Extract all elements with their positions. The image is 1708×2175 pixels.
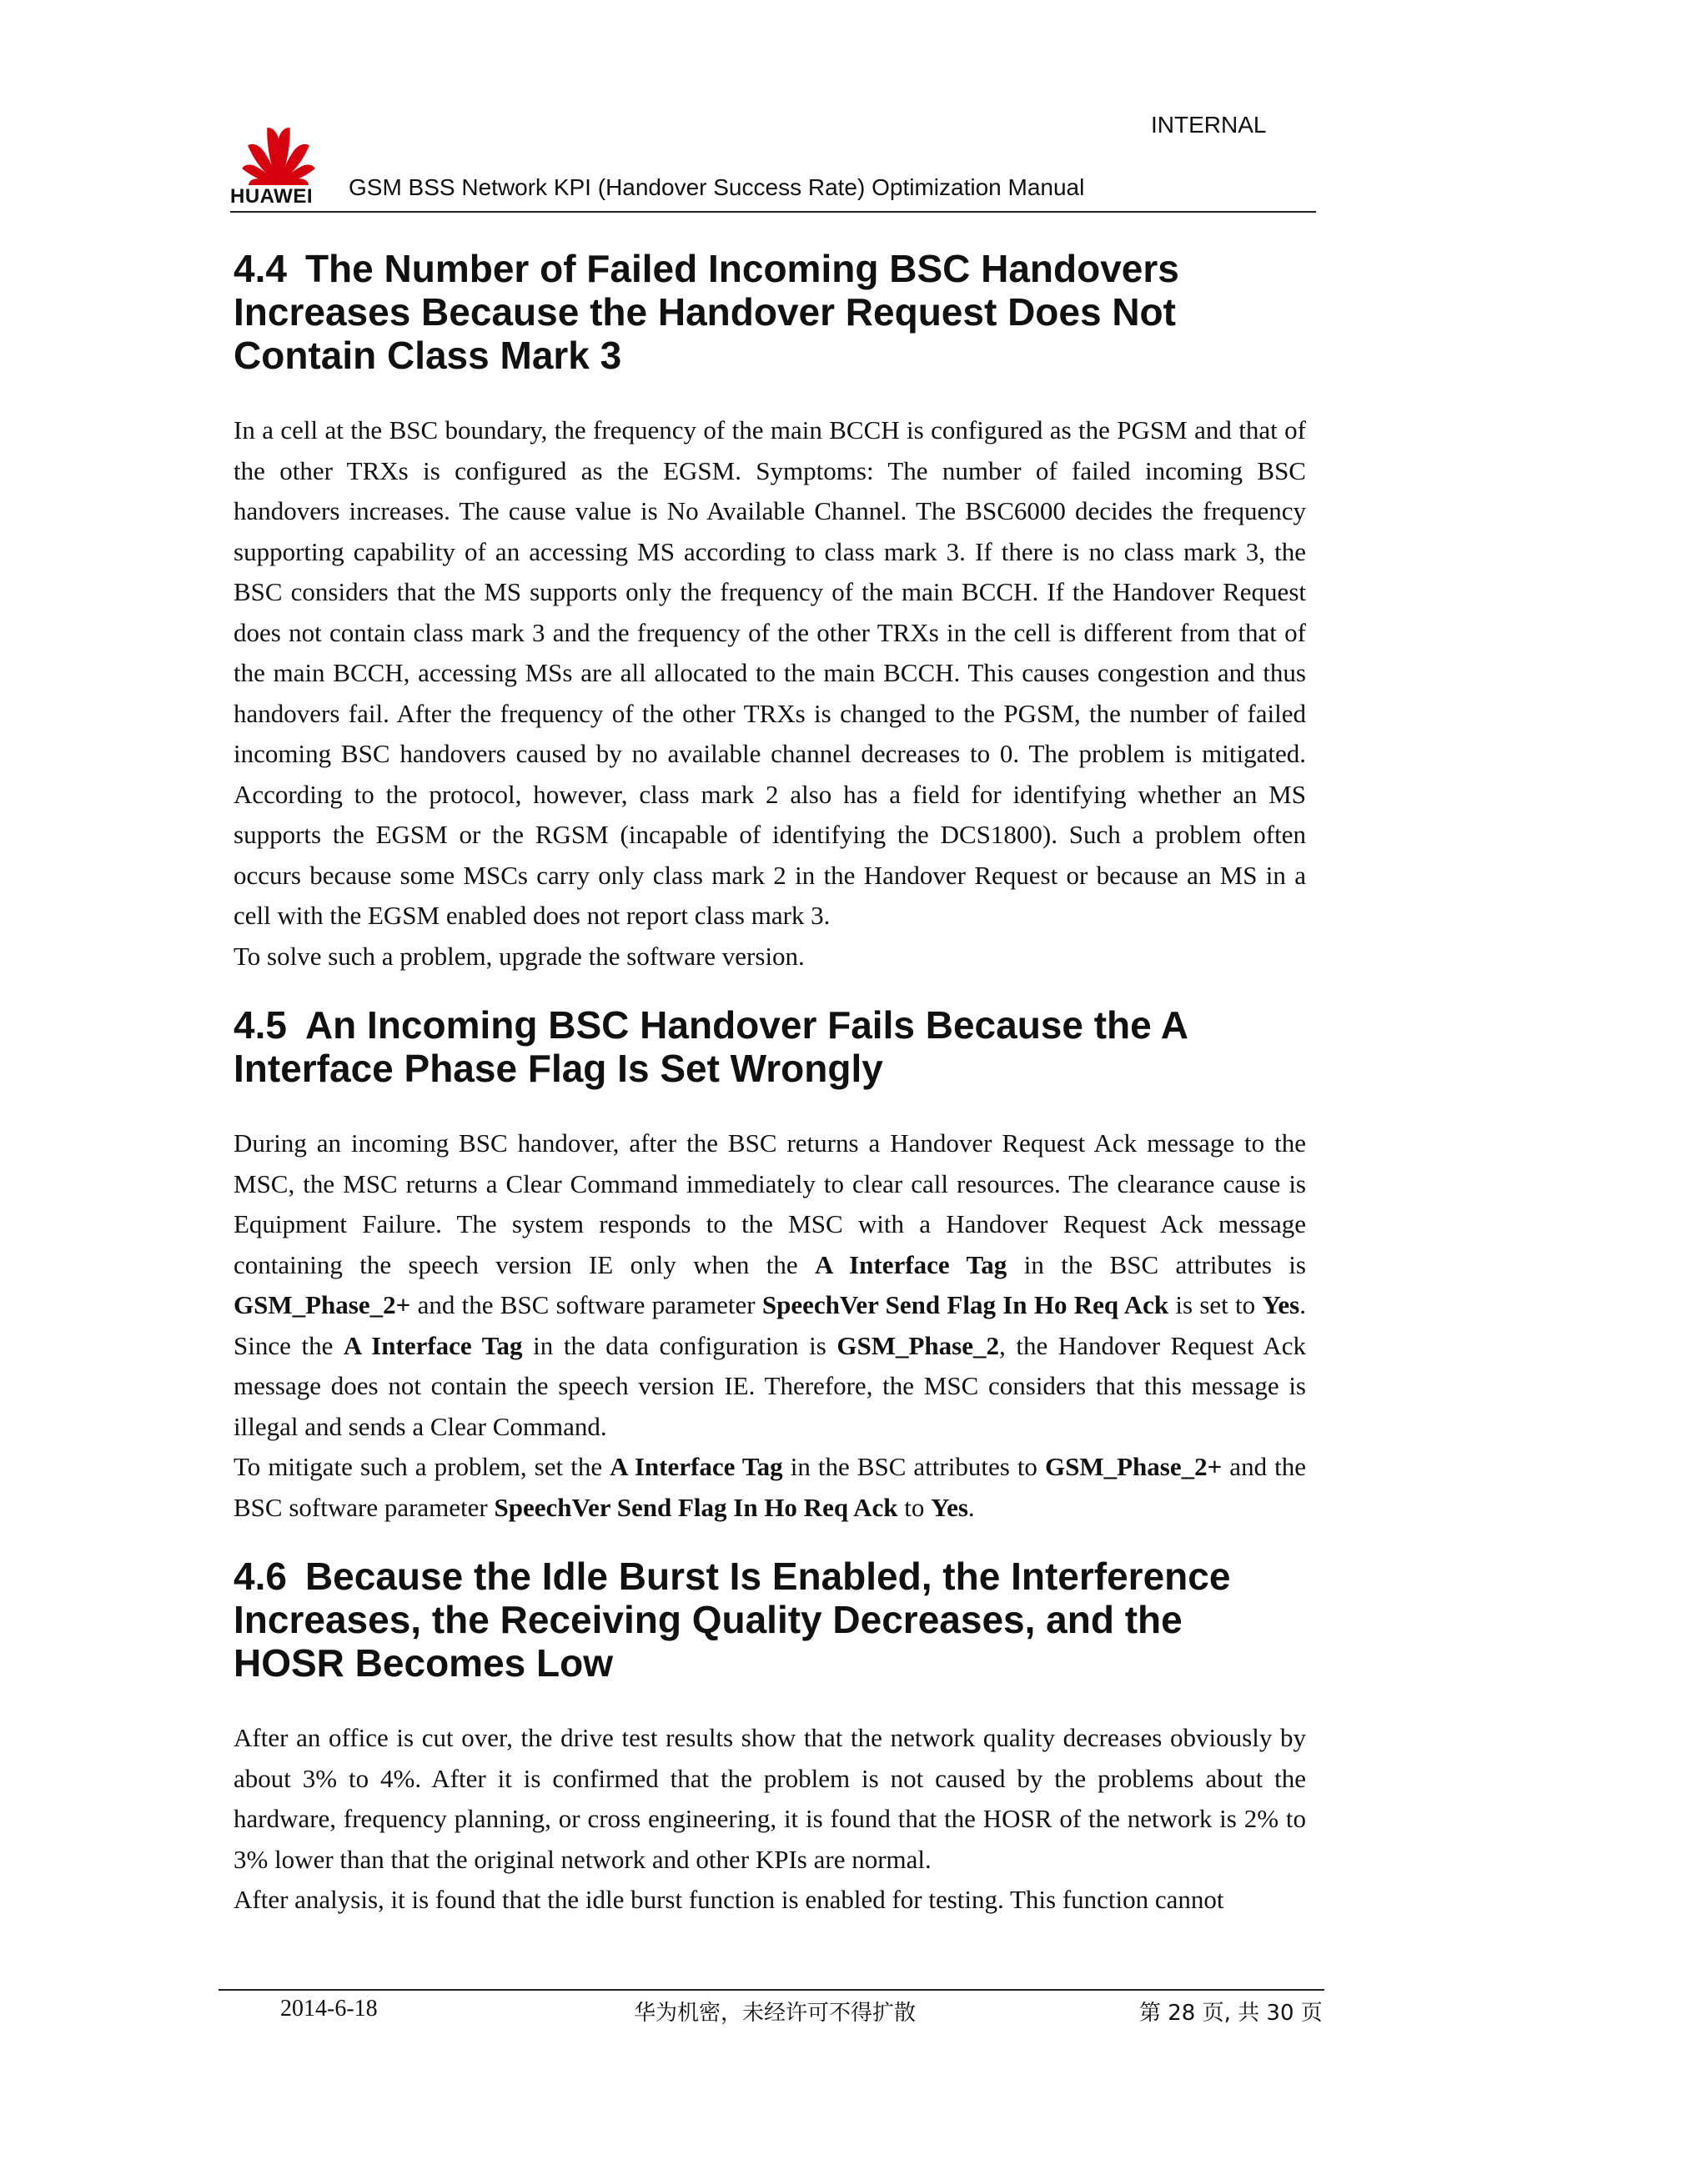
section-title-line: Interface Phase Flag Is Set Wrongly bbox=[234, 1047, 883, 1090]
section-title-line: Increases, the Receiving Quality Decreases, and the bbox=[234, 1598, 1183, 1641]
section-4-4-heading bbox=[234, 247, 1306, 377]
bold-term: A Interface Tag bbox=[610, 1452, 783, 1481]
bold-term: A Interface Tag bbox=[343, 1330, 523, 1360]
bold-term: Yes bbox=[931, 1492, 968, 1522]
bold-term: A Interface Tag bbox=[815, 1249, 1007, 1279]
document-title: GSM BSS Network KPI (Handover Success Rate) Optimization Manual bbox=[349, 174, 1085, 200]
header-divider bbox=[230, 211, 1316, 213]
section-4-4-paragraph-2: To solve such a problem, upgrade the software version. bbox=[234, 941, 805, 971]
text-run: and the BSC software parameter bbox=[234, 1452, 1306, 1522]
text-run: in the data configuration is bbox=[522, 1330, 837, 1360]
section-4-4-paragraph-1: In a cell at the BSC boundary, the frequency of the main BCCH is configured as the PGSM and that of the other TRXs is configured as the EGSM. Symptoms: The number of failed incoming BSC handovers increases. The cause value is No Available Channel. The BSC6000 decides the frequency supporting capability of an accessing MS according to class mark 3. If there is no class mark 3, the BSC considers that the MS supports only the frequency of the main BCCH. If the Handover Request does not contain class mark 3 and the frequency of the other TRXs in the cell is different from that of the main BCCH, accessing MSs are all allocated to the main BCCH. This causes congestion and thus handovers fail. After the frequency of the other TRXs is changed to the PGSM, the number of failed incoming BSC handovers caused by no available channel decreases to 0. The problem is mitigated. According to the protocol, however, class mark 2 also has a field for identifying whether an MS supports the EGSM or the RGSM (incapable of identifying the DCS1800). Such a problem often occurs because some MSCs carry only class mark 2 in the Handover Request or because an MS in a cell with the EGSM enabled does not report class mark 3. bbox=[234, 415, 1306, 930]
section-title-line: Contain Class Mark 3 bbox=[234, 334, 622, 377]
text-run: to bbox=[897, 1492, 932, 1522]
section-title-line: An Incoming BSC Handover Fails Because the A bbox=[304, 1003, 1189, 1047]
classification-label: INTERNAL bbox=[1151, 112, 1267, 138]
section-4-6-paragraph-1: After an office is cut over, the drive test results show that the network quality decreases obviously by about 3% to 4%. After it is confirmed that the problem is not caused by the problems about the hardware, frequency planning, or cross engineering, it is found that the HOSR of the network is 2% to 3% lower than that the original network and other KPIs are normal. bbox=[234, 1723, 1306, 1874]
text-run: . bbox=[967, 1492, 975, 1522]
bold-term: GSM_Phase_2 bbox=[836, 1330, 999, 1360]
page-content bbox=[234, 247, 1306, 1921]
section-number: 4.6 bbox=[234, 1555, 287, 1598]
footer-confidentiality: 华为机密，未经许可不得扩散 bbox=[634, 2001, 917, 2026]
footer-date: 2014-6-18 bbox=[280, 1996, 378, 2022]
section-title-line: HOSR Becomes Low bbox=[234, 1641, 613, 1685]
section-4-5-heading bbox=[234, 1003, 1306, 1090]
text-run: . Since the bbox=[234, 1290, 1306, 1360]
huawei-logo-text: HUAWEI bbox=[230, 185, 313, 208]
section-title-line: The Number of Failed Incoming BSC Handovers bbox=[304, 247, 1179, 290]
text-run: , the Handover Request Ack message does not contain the speech version IE. Therefore, the MSC considers that this message is illegal and sends a Clear Command. bbox=[234, 1330, 1307, 1441]
text-run: is set to bbox=[1168, 1290, 1263, 1319]
bold-term: SpeechVer Send Flag In Ho Req Ack bbox=[761, 1290, 1169, 1319]
bold-term: SpeechVer Send Flag In Ho Req Ack bbox=[494, 1492, 898, 1522]
footer-divider bbox=[219, 1989, 1324, 1991]
section-number: 4.5 bbox=[234, 1003, 287, 1047]
section-4-5-paragraph-1 bbox=[234, 1123, 1306, 1447]
bold-term: Yes bbox=[1262, 1290, 1300, 1319]
text-run: in the BSC attributes is bbox=[1007, 1249, 1306, 1279]
section-4-6-heading bbox=[234, 1555, 1306, 1685]
text-run: and the BSC software parameter bbox=[410, 1290, 762, 1319]
bold-term: GSM_Phase_2+ bbox=[1044, 1452, 1223, 1481]
section-4-5-paragraph-2 bbox=[234, 1447, 1306, 1528]
text-run: During an incoming BSC handover, after the BSC returns a Handover Request Ack message to the MSC, the MSC returns a Clear Command immediately to clear call resources. The clearance cause is Equipment Failure. The system responds to the MSC with a Handover Request Ack message containing the speech version IE only when the bbox=[234, 1128, 1306, 1279]
footer-page-number: 第 28 页, 共 30 页 bbox=[1139, 2001, 1323, 2026]
text-run: To mitigate such a problem, set the bbox=[234, 1452, 610, 1481]
section-4-6-paragraph-2: After analysis, it is found that the idle burst function is enabled for testing. This function cannot bbox=[234, 1885, 1224, 1914]
section-title-line: Because the Idle Burst Is Enabled, the Interference bbox=[304, 1555, 1231, 1598]
bold-term: GSM_Phase_2+ bbox=[234, 1290, 411, 1319]
section-title-line: Increases Because the Handover Request Does Not bbox=[234, 290, 1176, 334]
section-number: 4.4 bbox=[234, 247, 287, 290]
text-run: in the BSC attributes to bbox=[782, 1452, 1045, 1481]
